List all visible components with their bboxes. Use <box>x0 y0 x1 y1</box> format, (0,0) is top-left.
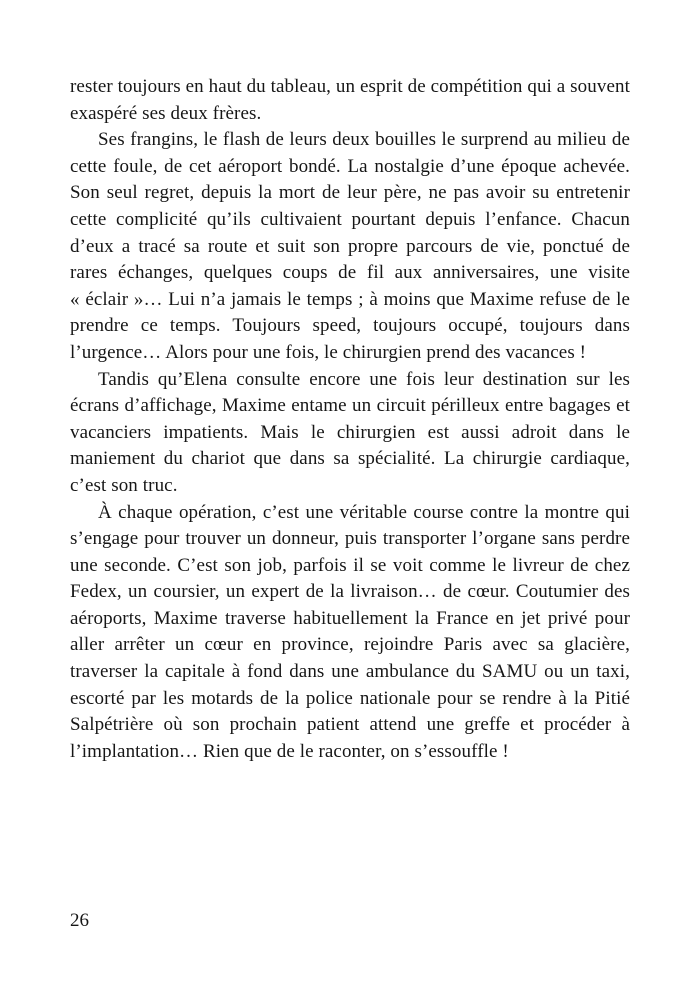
paragraph: À chaque opération, c’est une véritable course contre la montre qui s’engage pour trouver un donneur, puis transporter l’organe sans perdre une seconde. C’est son job, parfois il se voit comme le livreur de chez Fedex, un coursier, un expert de la livraison… de cœur. Coutumier des aéroports, Maxime traverse habituellement la France en jet privé pour aller arrêter un cœur en province, rejoindre Paris avec sa glacière, traverser la capitale à fond dans une ambulance du SAMU ou un taxi, escorté par les motards de la police nationale pour se rendre à la Pitié Salpétrière où son prochain patient attend une greffe et procéder à l’implantation… Rien que de le raconter, on s’essouffle ! <box>70 501 630 762</box>
paragraph: Tandis qu’Elena consulte encore une fois leur destination sur les écrans d’affichage, Maxime entame un circuit périlleux entre bagages et vacanciers impatients. Mais le chirurgien est aussi adroit dans le maniement du chariot que dans sa spécialité. La chirurgie cardiaque, c’est son truc. <box>70 368 630 496</box>
paragraph: Ses frangins, le flash de leurs deux bouilles le surprend au milieu de cette foule, de cet aéroport bondé. La nostalgie d’une époque achevée. Son seul regret, depuis la mort de leur père, ne pas avoir su entretenir cette complicité qu’ils cultivaient pourtant depuis l’enfance. Chacun d’eux a tracé sa route et suit son propre parcours de vie, ponctué de rares échanges, quelques coups de fil aux anniversaires, une visite « éclair »… Lui n’a jamais le temps ; à moins que Maxime refuse de le prendre ce temps. Toujours speed, toujours occupé, toujours dans l’urgence… Alors pour une fois, le chirurgien prend des vacances ! <box>70 129 630 363</box>
paragraph-continuation: rester toujours en haut du tableau, un esprit de compétition qui a souvent exaspéré ses deux frères. <box>70 76 630 124</box>
body-text <box>70 74 630 765</box>
page-number: 26 <box>70 910 89 931</box>
